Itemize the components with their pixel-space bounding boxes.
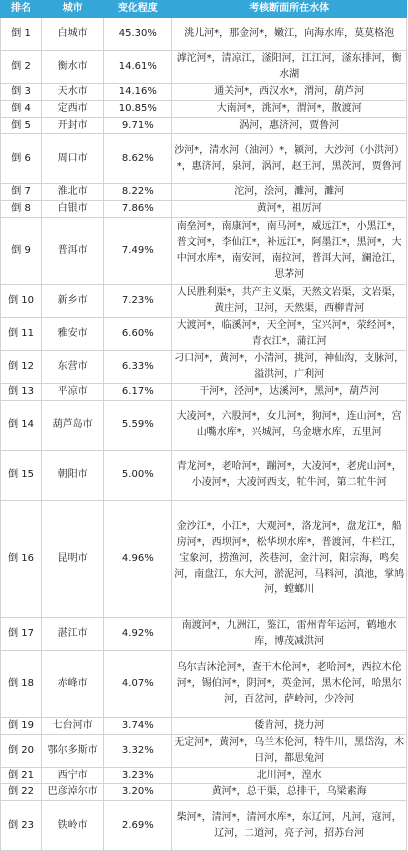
table-row [1, 217, 407, 284]
rank-cell: 倒 23 [1, 801, 42, 851]
water-cell: 倭肯河，挠力河 [172, 717, 407, 734]
water-cell: 北川河*，湟水 [172, 767, 407, 784]
rank-cell: 倒 13 [1, 383, 42, 400]
change-cell: 4.92% [104, 617, 172, 650]
water-cell: 黄河*，总干渠，总排干，乌梁素海 [172, 784, 407, 801]
table-row [1, 734, 407, 767]
change-cell: 6.60% [104, 317, 172, 350]
table-body [1, 18, 407, 851]
rank-cell: 倒 14 [1, 400, 42, 450]
change-cell: 4.96% [104, 500, 172, 617]
table-row [1, 500, 407, 617]
water-cell: 沱河，浍河，濉河，濉河 [172, 184, 407, 201]
water-cell: 无定河*，黄河*，乌兰木伦河，特牛川，黑岱沟，木日河，都思兔河 [172, 734, 407, 767]
rank-cell: 倒 1 [1, 18, 42, 51]
table-row [1, 18, 407, 51]
water-cell: 南渡河*，九洲江，鉴江，雷州青年运河，鹤地水库，博茂减洪河 [172, 617, 407, 650]
city-cell: 平凉市 [42, 383, 104, 400]
rank-cell: 倒 6 [1, 134, 42, 184]
change-cell: 6.17% [104, 383, 172, 400]
table-row [1, 134, 407, 184]
city-cell: 开封市 [42, 117, 104, 134]
rank-cell: 倒 15 [1, 450, 42, 500]
water-cell: 大凌河*，六股河*，女儿河*，狗河*，连山河*，宫山嘴水库*，兴城河，乌金塘水库，五里河 [172, 400, 407, 450]
city-cell: 赤峰市 [42, 650, 104, 717]
water-cell: 南垒河*，南康河*，南马河*，威远江*，小黑江*，普文河*，李仙江*，补远江*，阿墨江*，黑河*，大中河水库*，南安河，南拉河，普洱大河，澜沧江，思茅河 [172, 217, 407, 284]
city-cell: 淮北市 [42, 184, 104, 201]
city-cell: 白银市 [42, 201, 104, 218]
city-cell: 葫芦岛市 [42, 400, 104, 450]
water-cell: 大南河*，洮河*，渭河*，散渡河 [172, 100, 407, 117]
table-row [1, 84, 407, 101]
rank-cell: 倒 19 [1, 717, 42, 734]
city-cell: 鄂尔多斯市 [42, 734, 104, 767]
rank-cell: 倒 9 [1, 217, 42, 284]
city-cell: 衡水市 [42, 51, 104, 84]
change-cell: 2.69% [104, 801, 172, 851]
city-cell: 普洱市 [42, 217, 104, 284]
water-cell: 青龙河*，老哈河*，蹦河*，大凌河*，老虎山河*，小凌河*，大凌河西支，牤牛河，第二牤牛河 [172, 450, 407, 500]
rank-cell: 倒 17 [1, 617, 42, 650]
water-cell: 金沙江*，小江*，大观河*，洛龙河*，盘龙江*，船房河*，西坝河*，松华坝水库*，普渡河，牛栏江，宝象河，捞渔河，茨巷河，金汁河，阳宗海，鸣矣河，南盘江，东大河，淤泥河，马料河，滇池，掌鸠河，螳螂川 [172, 500, 407, 617]
change-cell: 3.20% [104, 784, 172, 801]
water-cell: 干河*，泾河*，达溪河*，黑河*，葫芦河 [172, 383, 407, 400]
rank-cell: 倒 4 [1, 100, 42, 117]
rank-cell: 倒 22 [1, 784, 42, 801]
city-cell: 昆明市 [42, 500, 104, 617]
header-rank: 排名 [1, 1, 42, 18]
change-cell: 7.86% [104, 201, 172, 218]
header-change: 变化程度 [104, 1, 172, 18]
city-cell: 定西市 [42, 100, 104, 117]
city-cell: 天水市 [42, 84, 104, 101]
city-cell: 东营市 [42, 350, 104, 383]
table-row [1, 317, 407, 350]
rank-cell: 倒 5 [1, 117, 42, 134]
water-cell: 人民胜利渠*，共产主义渠，天然文岩渠，文岩渠，黄庄河，卫河，天然渠，西柳青河 [172, 284, 407, 317]
water-cell: 涡河，惠济河，贾鲁河 [172, 117, 407, 134]
change-cell: 4.07% [104, 650, 172, 717]
water-cell: 黄河*，祖厉河 [172, 201, 407, 218]
rank-cell: 倒 18 [1, 650, 42, 717]
change-cell: 6.33% [104, 350, 172, 383]
city-cell: 周口市 [42, 134, 104, 184]
city-cell: 铁岭市 [42, 801, 104, 851]
change-cell: 3.74% [104, 717, 172, 734]
water-cell: 大渡河*，临溪河*，天全河*，宝兴河*，荥经河*，青衣江*，蒲江河 [172, 317, 407, 350]
change-cell: 3.23% [104, 767, 172, 784]
city-cell: 雅安市 [42, 317, 104, 350]
table-row [1, 650, 407, 717]
table-row [1, 51, 407, 84]
city-cell: 西宁市 [42, 767, 104, 784]
change-cell: 7.49% [104, 217, 172, 284]
table-row [1, 350, 407, 383]
rank-cell: 倒 16 [1, 500, 42, 617]
water-cell: 沙河*，清水河（油河）*，颍河，大沙河（小洪河）*，惠济河，泉河，涡河，赵王河，黑茨河，贾鲁河 [172, 134, 407, 184]
table-row [1, 617, 407, 650]
change-cell: 5.59% [104, 400, 172, 450]
rank-cell: 倒 7 [1, 184, 42, 201]
change-cell: 45.30% [104, 18, 172, 51]
rank-cell: 倒 8 [1, 201, 42, 218]
change-cell: 8.62% [104, 134, 172, 184]
water-cell: 通关河*，西汉水*，渭河，葫芦河 [172, 84, 407, 101]
city-cell: 湛江市 [42, 617, 104, 650]
header-city: 城市 [42, 1, 104, 18]
table-header-row [1, 1, 407, 18]
rank-cell: 倒 12 [1, 350, 42, 383]
table-row [1, 784, 407, 801]
rank-cell: 倒 2 [1, 51, 42, 84]
change-cell: 14.61% [104, 51, 172, 84]
city-cell: 白城市 [42, 18, 104, 51]
rank-cell: 倒 20 [1, 734, 42, 767]
table-row [1, 717, 407, 734]
city-cell: 朝阳市 [42, 450, 104, 500]
table-row [1, 801, 407, 851]
change-cell: 14.16% [104, 84, 172, 101]
table-row [1, 450, 407, 500]
water-cell: 柴河*，清河*，清河水库*，东辽河，凡河，寇河，辽河，二道河，亮子河，招苏台河 [172, 801, 407, 851]
change-cell: 5.00% [104, 450, 172, 500]
table-row [1, 284, 407, 317]
water-cell: 滹沱河*，清凉江，滏阳河，江江河，滏东排河，衡水湖 [172, 51, 407, 84]
change-cell: 9.71% [104, 117, 172, 134]
change-cell: 8.22% [104, 184, 172, 201]
city-cell: 新乡市 [42, 284, 104, 317]
table-row [1, 100, 407, 117]
table-row [1, 767, 407, 784]
city-cell: 七台河市 [42, 717, 104, 734]
city-cell: 巴彦淖尔市 [42, 784, 104, 801]
rank-cell: 倒 10 [1, 284, 42, 317]
rank-cell: 倒 3 [1, 84, 42, 101]
table-row [1, 383, 407, 400]
table-row [1, 201, 407, 218]
table-row [1, 117, 407, 134]
change-cell: 10.85% [104, 100, 172, 117]
water-cell: 洮儿河*，那金河*，嫩江，向海水库，莫莫格泡 [172, 18, 407, 51]
rank-cell: 倒 21 [1, 767, 42, 784]
change-cell: 7.23% [104, 284, 172, 317]
change-cell: 3.32% [104, 734, 172, 767]
water-cell: 乌尔吉沐沦河*，查干木伦河*，老哈河*，西拉木伦河*，锡伯河*，阴河*，英金河，黑木伦河，哈黑尔河，百岔河，萨岭河，少冷河 [172, 650, 407, 717]
header-water: 考核断面所在水体 [172, 1, 407, 18]
table-row [1, 400, 407, 450]
water-cell: 刁口河*，黄河*，小清河，挑河，神仙沟，支脉河，溢洪河，广利河 [172, 350, 407, 383]
table-row [1, 184, 407, 201]
rank-cell: 倒 11 [1, 317, 42, 350]
